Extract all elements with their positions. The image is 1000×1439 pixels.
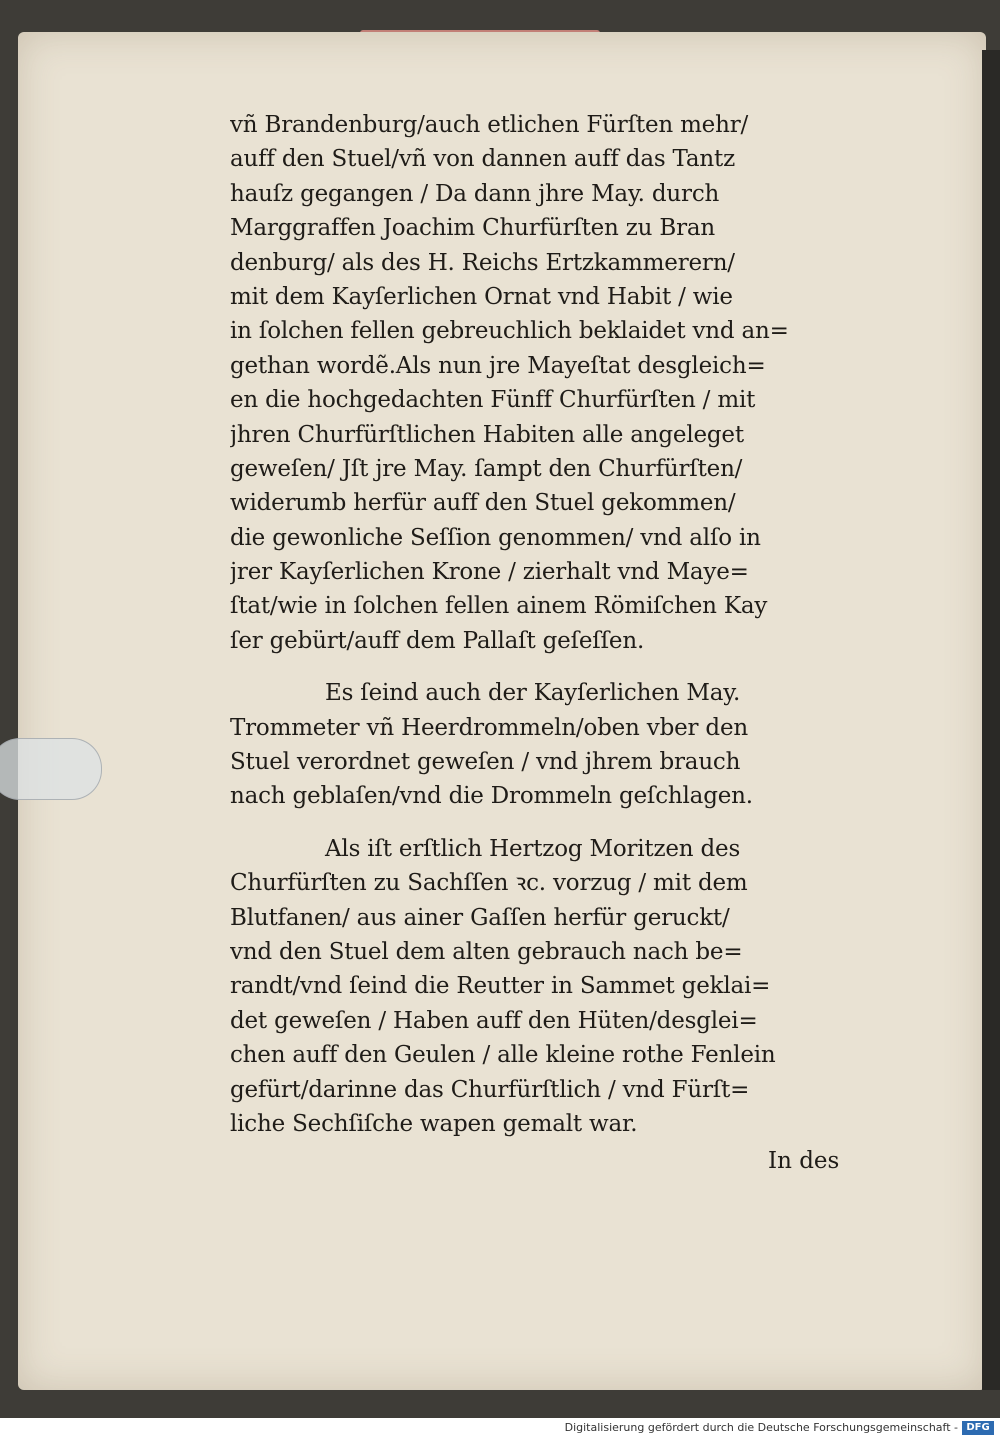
text-line: en die hochgedachten Fünff Churfürſten / mit: [230, 387, 756, 414]
text-line: randt/vnd ſeind die Reutter in Sammet geklai=: [230, 973, 771, 1000]
paragraph: [230, 832, 880, 1142]
catchword: In des: [768, 1148, 840, 1174]
page-text-block: [230, 108, 880, 1141]
dfg-logo: DFG: [962, 1421, 994, 1435]
paragraph-gap: [230, 814, 880, 832]
text-line: Als iſt erſtlich Hertzog Moritzen des: [325, 835, 741, 862]
text-line: chen auff den Geulen / alle kleine rothe Fenlein: [230, 1042, 776, 1069]
text-line: in ſolchen fellen gebreuchlich beklaidet vnd an=: [230, 318, 789, 345]
text-line: Marggraffen Joachim Churfürſten zu Bran: [230, 215, 716, 242]
text-line: Blutfanen/ aus ainer Gaſſen herfür geruckt/: [230, 904, 730, 931]
text-line: Trommeter vñ Heerdrommeln/oben vber den: [230, 714, 748, 741]
text-line: ſer gebürt/auff dem Pallaſt geſeſſen.: [230, 627, 645, 654]
paragraph-gap: [230, 658, 880, 676]
book-binding-edge: [982, 50, 1000, 1390]
text-line: gefürt/darinne das Churfürſtlich / vnd Fürſt=: [230, 1076, 750, 1103]
text-line: hauſz gegangen / Da dann jhre May. durch: [230, 180, 720, 207]
text-line: ſtat/wie in ſolchen fellen ainem Römiſchen Kay: [230, 593, 768, 620]
text-line: gethan wordẽ.Als nun jre Mayeſtat desgleich=: [230, 352, 766, 379]
text-line: mit dem Kayſerlichen Ornat vnd Habit / wie: [230, 283, 733, 310]
text-line: widerumb herfür auff den Stuel gekommen/: [230, 490, 736, 517]
text-line: vñ Brandenburg/auch etlichen Fürſten mehr/: [230, 112, 749, 138]
text-line: die gewonliche Seſſion genommen/ vnd alſo in: [230, 524, 761, 551]
text-line: jhren Churfürſtlichen Habiten alle angeleget: [230, 421, 744, 448]
text-line: auff den Stuel/vñ von dannen auff das Tantz: [230, 146, 735, 173]
footer-credit: Digitalisierung gefördert durch die Deutsche Forschungsgemeinschaft -: [564, 1421, 958, 1434]
text-line: det geweſen / Haben auff den Hüten/desglei=: [230, 1007, 758, 1034]
text-line: liche Sechſiſche wapen gemalt war.: [230, 1110, 638, 1137]
text-line: nach geblaſen/vnd die Drommeln geſchlagen.: [230, 783, 753, 810]
text-line: geweſen/ Jſt jre May. ſampt den Churfürſten/: [230, 455, 743, 482]
text-line: Churfürſten zu Sachſſen ꝛc. vorzug / mit dem: [230, 870, 748, 897]
paragraph: [230, 676, 880, 814]
text-line: denburg/ als des H. Reichs Ertzkammerern/: [230, 249, 735, 276]
page-clip: [0, 738, 102, 800]
paragraph: [230, 108, 880, 658]
text-line: Stuel verordnet geweſen / vnd jhrem brauch: [230, 749, 741, 776]
text-line: vnd den Stuel dem alten gebrauch nach be=: [230, 938, 743, 965]
text-line: jrer Kayſerlichen Krone / zierhalt vnd Maye=: [230, 559, 749, 586]
text-line: Es ſeind auch der Kayſerlichen May.: [325, 680, 741, 707]
